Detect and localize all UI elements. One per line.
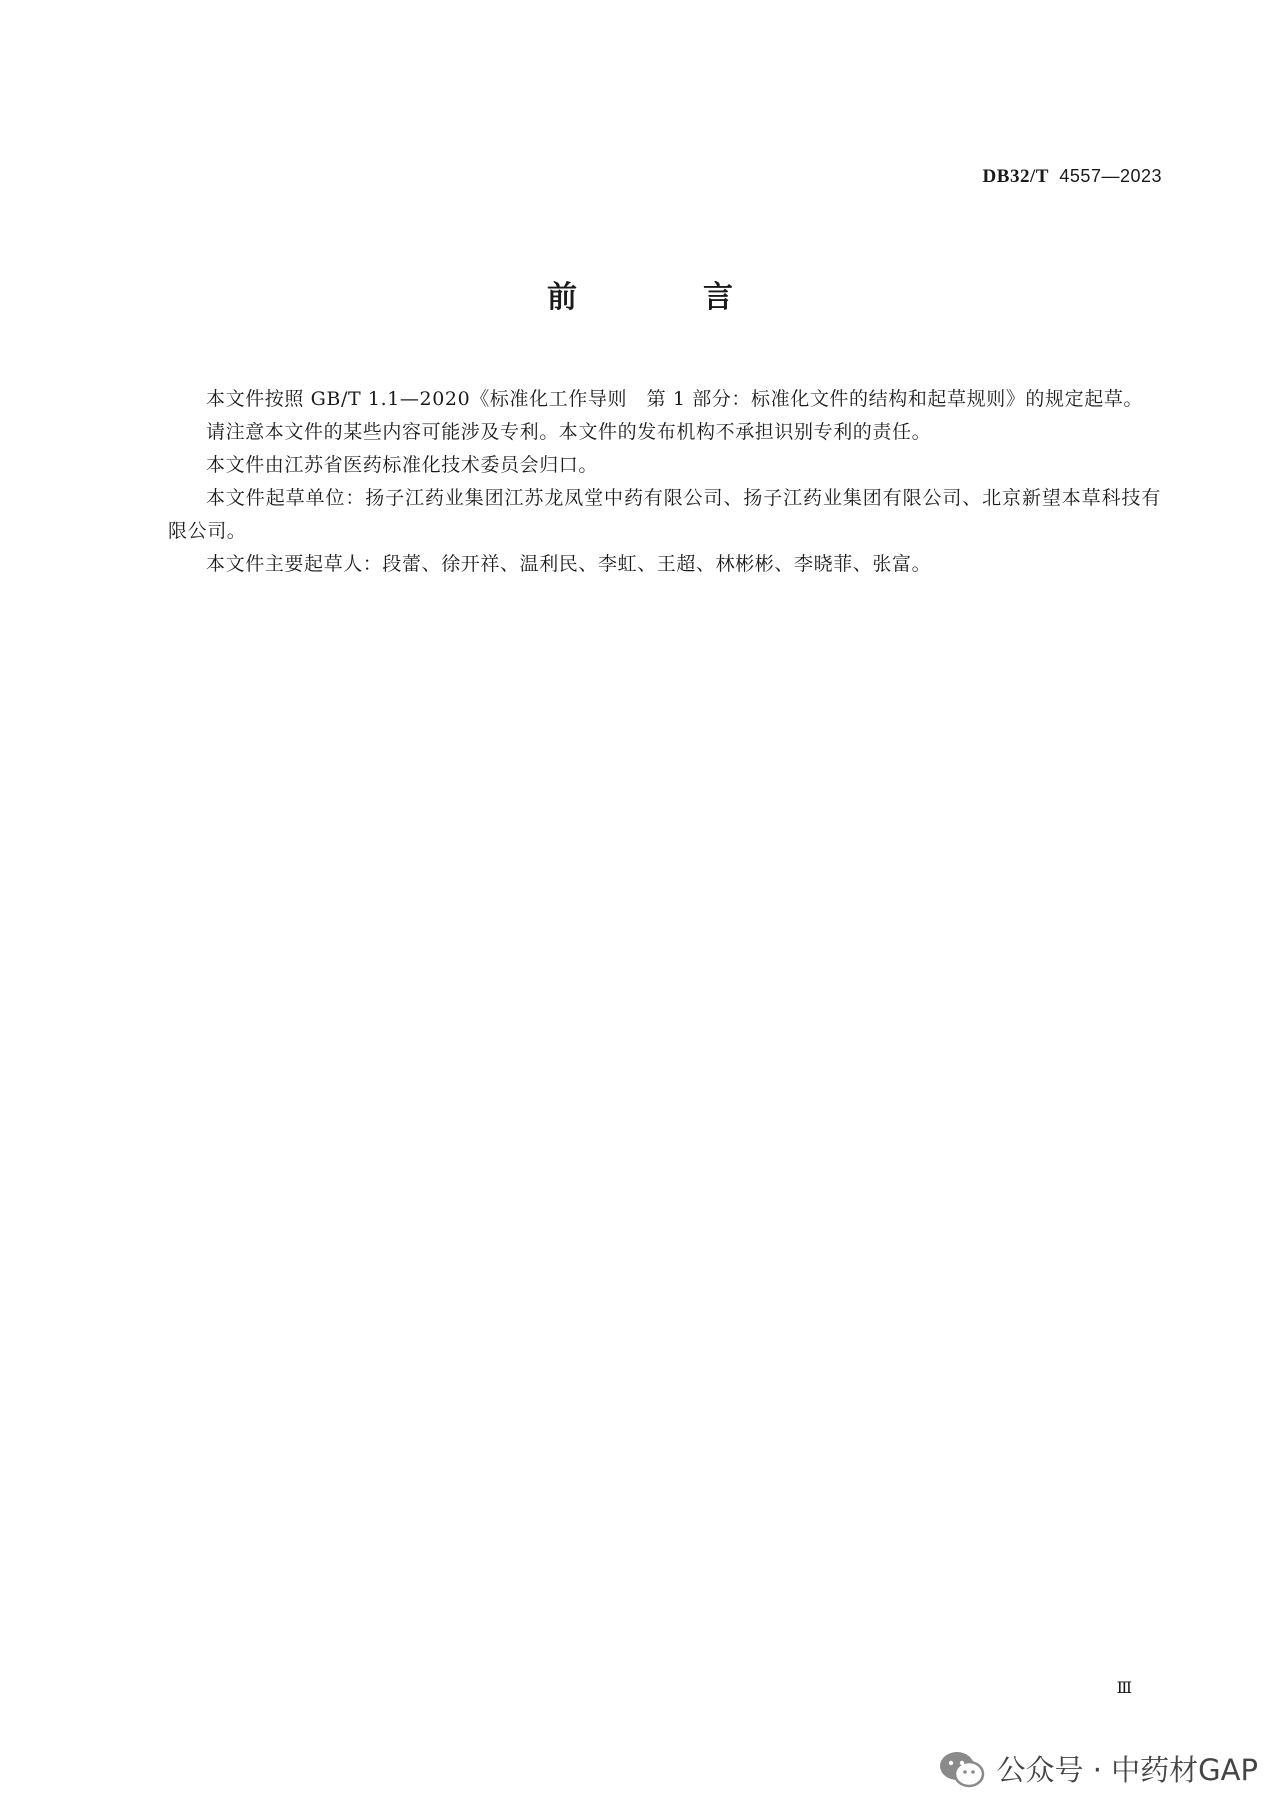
paragraph-responsible-committee: 本文件由江苏省医药标准化技术委员会归口。	[206, 454, 599, 476]
document-code-number: 4557—2023	[1059, 166, 1162, 186]
watermark-text: 公众号 · 中药材GAP	[996, 1753, 1258, 1787]
paragraph-drafters: 本文件主要起草人：段蕾、徐开祥、温利民、李虹、王超、林彬彬、李晓菲、张富。	[206, 553, 932, 575]
watermark	[937, 1748, 1258, 1789]
paragraph-drafting-units: 本文件起草单位：扬子江药业集团江苏龙凤堂中药有限公司、扬子江药业集团有限公司、北京新望本草科技有限公司。	[168, 487, 1161, 542]
document-code-prefix: DB32/T	[982, 166, 1049, 187]
foreword-body	[168, 383, 1161, 581]
page-number: Ⅲ	[1116, 1680, 1132, 1697]
wechat-icon	[937, 1749, 987, 1789]
paragraph-drafting-basis: 本文件按照 GB/T 1.1—2020《标准化工作导则 第 1 部分：标准化文件的结构和起草规则》的规定起草。	[206, 388, 1144, 410]
page-title: 前 言	[547, 280, 781, 315]
document-code	[983, 166, 1162, 188]
paragraph-patent-notice: 请注意本文件的某些内容可能涉及专利。本文件的发布机构不承担识别专利的责任。	[206, 421, 932, 443]
